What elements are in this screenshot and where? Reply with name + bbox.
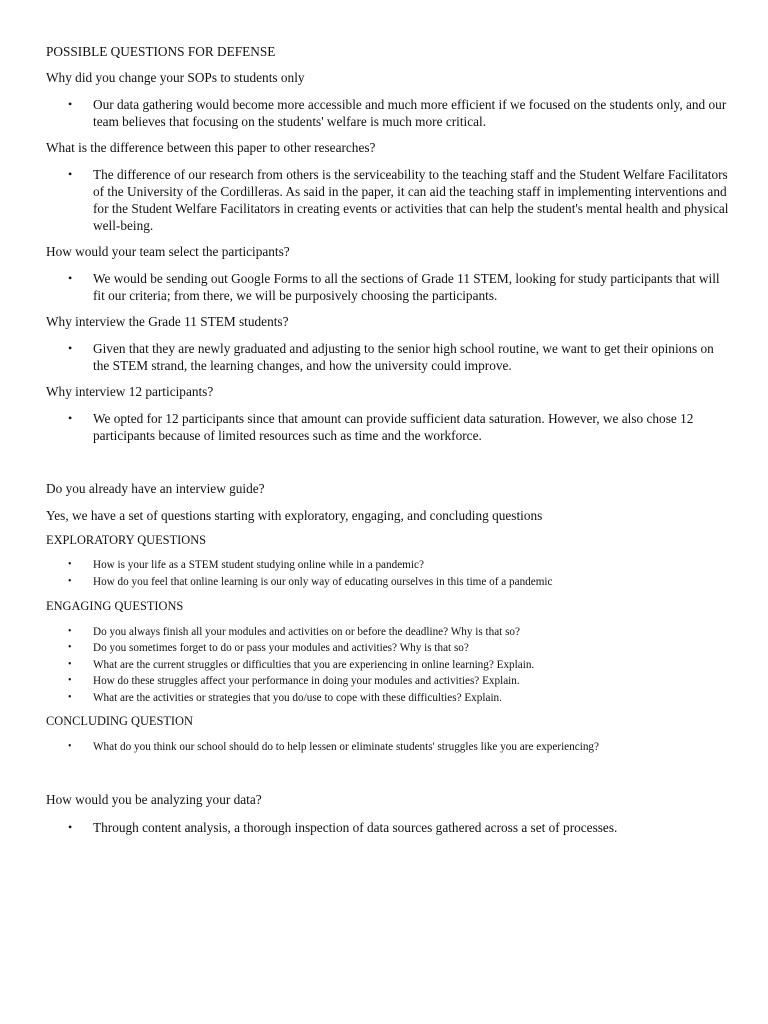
question-interview-guide: Do you already have an interview guide? [46, 481, 265, 496]
answer-twelve-participants: We opted for 12 participants since that amount can provide sufficient data saturation. However, we also chose 12 participants because of limited resources such as time and the workforce. [93, 411, 694, 443]
bullet-glyph: • [68, 659, 72, 670]
engaging-question-4: How do these struggles affect your performance in doing your modules and activities? Explain. [93, 675, 520, 687]
answer-data-analysis: Through content analysis, a thorough inspection of data sources gathered across a set of processes. [93, 820, 618, 835]
bullet-glyph: • [68, 741, 72, 752]
bullet-glyph: • [68, 675, 72, 686]
bullet-glyph: • [68, 559, 72, 570]
engaging-heading: ENGAGING QUESTIONS [46, 599, 184, 613]
engaging-question-1: Do you always finish all your modules and activities on or before the deadline? Why is that so? [93, 626, 520, 638]
exploratory-question-1: How is your life as a STEM student studying online while in a pandemic? [93, 559, 424, 571]
exploratory-question-2: How do you feel that online learning is our only way of educating ourselves in this time of a pandemic [93, 576, 553, 588]
concluding-question-1: What do you think our school should do to help lessen or eliminate students' struggles like you are experiencing? [93, 741, 599, 753]
engaging-question-5: What are the activities or strategies that you do/use to cope with these difficulties? Explain. [93, 692, 502, 704]
question-twelve-participants: Why interview 12 participants? [46, 384, 214, 399]
bullet-glyph: • [68, 642, 72, 653]
answer-grade11-stem: Given that they are newly graduated and adjusting to the senior high school routine, we want to get their opinions on the STEM strand, the learning changes, and how the university could improve. [93, 341, 714, 373]
bullet-glyph: • [68, 97, 73, 111]
document-title: POSSIBLE QUESTIONS FOR DEFENSE [46, 44, 276, 59]
bullet-glyph: • [68, 411, 73, 425]
bullet-glyph: • [68, 820, 73, 834]
question-sops: Why did you change your SOPs to students only [46, 70, 305, 85]
bullet-glyph: • [68, 341, 73, 355]
exploratory-heading: EXPLORATORY QUESTIONS [46, 533, 207, 547]
question-participant-selection: How would your team select the participants? [46, 244, 290, 259]
bullet-glyph: • [68, 576, 72, 587]
concluding-heading: CONCLUDING QUESTION [46, 714, 193, 728]
question-grade11-stem: Why interview the Grade 11 STEM students? [46, 314, 289, 329]
answer-interview-guide: Yes, we have a set of questions starting with exploratory, engaging, and concluding questions [46, 508, 543, 523]
bullet-glyph: • [68, 167, 73, 181]
bullet-glyph: • [68, 626, 72, 637]
question-data-analysis: How would you be analyzing your data? [46, 792, 262, 807]
answer-participant-selection: We would be sending out Google Forms to all the sections of Grade 11 STEM, looking for study participants that will fit our criteria; from there, we will be purposively choosing the participants. [93, 271, 720, 303]
answer-difference: The difference of our research from others is the serviceability to the teaching staff and the Student Welfare Facilitators of the University of the Cordilleras. As said in the paper, it can aid the teaching staff in implementing interventions and for the Student Welfare Facilitators in creating events or activities that can help the student's mental health and physical well-being. [93, 167, 729, 233]
engaging-question-2: Do you sometimes forget to do or pass your modules and activities? Why is that so? [93, 642, 469, 654]
bullet-glyph: • [68, 271, 73, 285]
engaging-question-3: What are the current struggles or difficulties that you are experiencing in online learning? Explain. [93, 659, 535, 671]
question-difference: What is the difference between this paper to other researches? [46, 140, 376, 155]
answer-sops: Our data gathering would become more accessible and much more efficient if we focused on the students only, and our team believes that focusing on the students' welfare is much more critical. [93, 97, 727, 129]
bullet-glyph: • [68, 692, 72, 703]
